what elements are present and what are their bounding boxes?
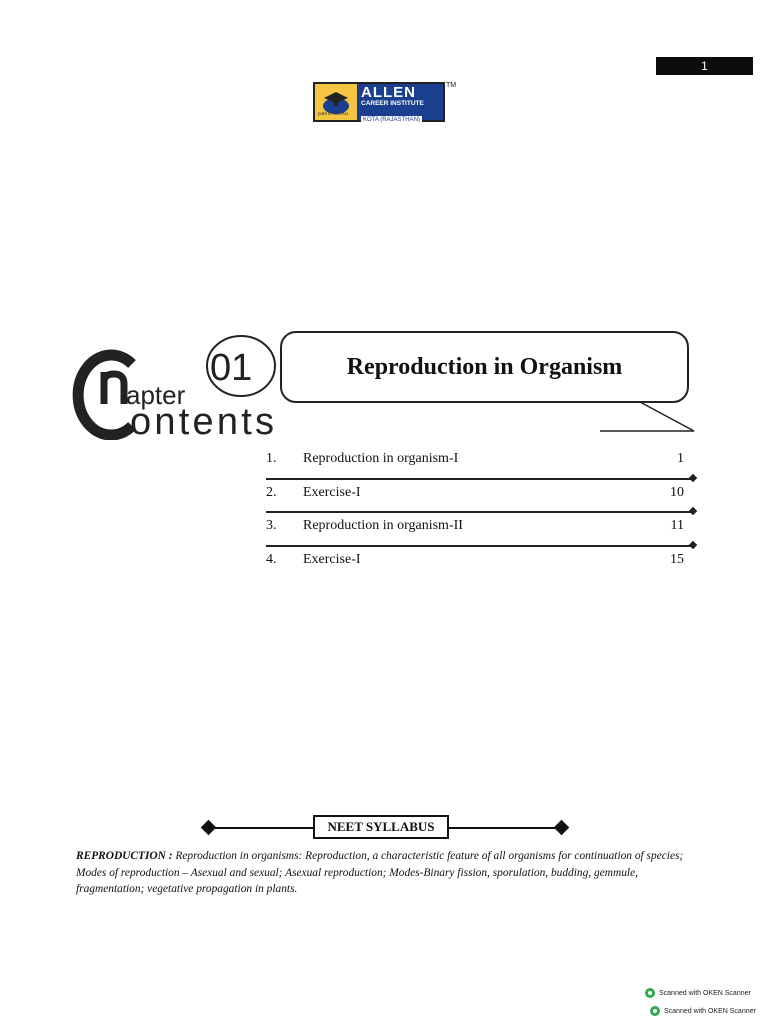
scanner-label: Scanned with OKEN Scanner xyxy=(659,989,751,997)
toc-label[interactable]: Exercise-I xyxy=(303,484,361,500)
toc-row[interactable] xyxy=(266,446,694,480)
table-of-contents xyxy=(266,446,694,580)
toc-page: 11 xyxy=(670,518,684,533)
scanner-watermark xyxy=(645,988,751,998)
logo-name: ALLEN xyxy=(361,84,416,101)
chapter-art-line1: apter xyxy=(126,380,186,410)
toc-row[interactable] xyxy=(266,480,694,514)
toc-page: 15 xyxy=(670,551,684,567)
syllabus-header xyxy=(200,815,570,841)
scanner-watermark xyxy=(650,1006,756,1016)
toc-number: 4. xyxy=(266,551,277,567)
allen-logo xyxy=(313,82,445,122)
toc-page: 10 xyxy=(670,484,684,500)
chapter-number: 01 xyxy=(210,347,253,389)
trademark: TM xyxy=(446,82,457,89)
scanner-logo-icon xyxy=(650,1006,660,1016)
toc-label[interactable]: Reproduction in organism-I xyxy=(303,451,459,466)
toc-label[interactable]: Exercise-I xyxy=(303,551,361,567)
syllabus-label: NEET SYLLABUS xyxy=(313,815,449,839)
chapter-title-box xyxy=(280,331,689,403)
logo-subtitle: CAREER INSTITUTE xyxy=(361,100,424,107)
graduation-cap-icon xyxy=(315,84,358,120)
toc-row[interactable] xyxy=(266,513,694,547)
scanner-logo-icon xyxy=(645,988,655,998)
chapter-title: Reproduction in Organism xyxy=(346,353,623,380)
scanner-label: Scanned with OKEN Scanner xyxy=(664,1007,756,1015)
toc-number: 3. xyxy=(266,518,277,533)
syllabus-body: Reproduction in organisms: Reproduction, a characteristic feature of all organisms for continuation of species; Modes of reproduction – Asexual and sexual; Asexual reproduction; Modes-Binary fission, sporulation, budding, gemmule, fragmentation; vegetative propagation in plants. xyxy=(76,850,684,895)
toc-row[interactable] xyxy=(266,547,694,581)
toc-label[interactable]: Reproduction in organism-II xyxy=(303,518,463,533)
chapter-contents-art xyxy=(70,328,280,440)
syllabus-text xyxy=(76,848,698,898)
logo-location: KOTA (RAJASTHAN) xyxy=(363,117,420,123)
diamond-icon xyxy=(201,820,217,836)
speech-tail xyxy=(600,401,696,433)
toc-number: 2. xyxy=(266,484,277,500)
chapter-art-line2: ontents xyxy=(130,401,274,440)
page-number: 1 xyxy=(656,57,753,75)
logo-tagline: path to success xyxy=(318,112,349,117)
diamond-icon xyxy=(554,820,570,836)
toc-number: 1. xyxy=(266,451,277,466)
syllabus-heading: REPRODUCTION : xyxy=(76,850,173,862)
toc-page: 1 xyxy=(677,451,684,466)
